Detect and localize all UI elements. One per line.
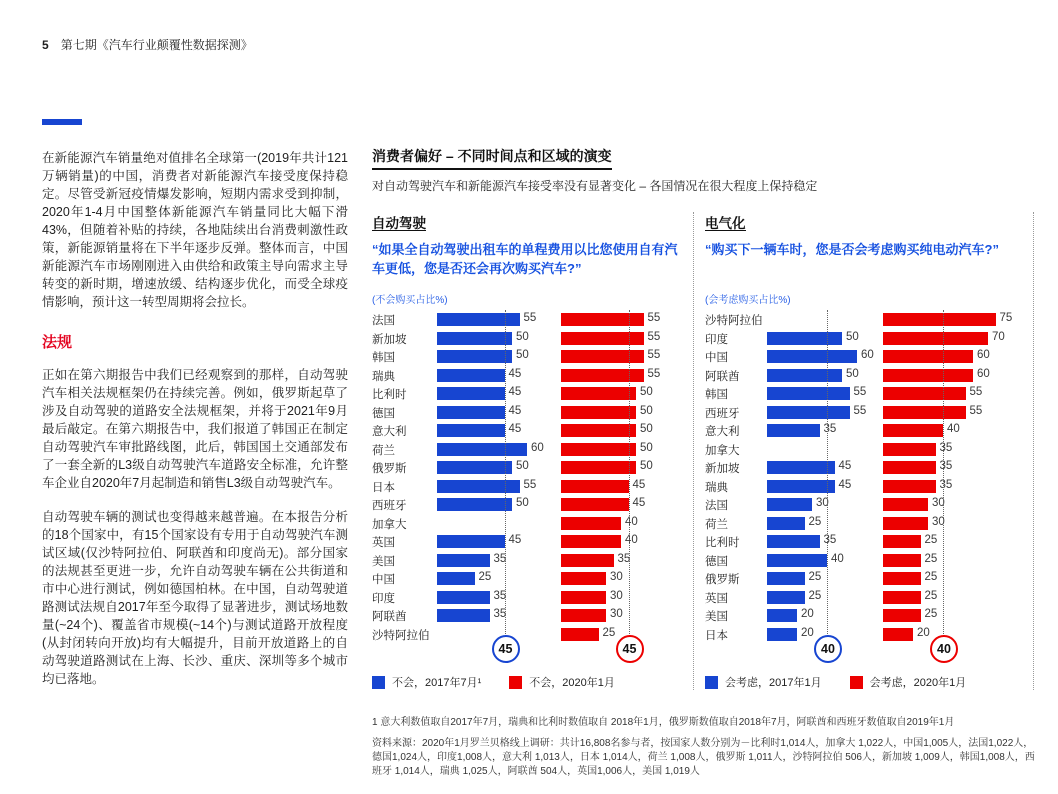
country-label: 新加坡 bbox=[372, 333, 407, 346]
bar-value: 55 bbox=[647, 349, 661, 361]
legend-item bbox=[509, 674, 615, 690]
chart-question: “购买下一辆车时，您是否会考虑购买纯电动汽车?” bbox=[705, 242, 999, 257]
bar-2020 bbox=[883, 332, 988, 345]
source-note: 资料来源：2020年1月罗兰贝格线上调研：共计16,808名参与者，按国家人数分别为－比利时1,014人，加拿大 1,022人，中国1,005人，法国1,022人，德国1,024人，印度1,008人，意大利 1,013人，日本 1,014人，荷兰 1,008人，俄罗斯 1,011人，沙特阿拉伯 506人，新加坡 1,009人，韩国1,008人，西班牙 1,014人，瑞典 1,025人，阿联酋 504人，英国1,006人，美国 1,019人 bbox=[372, 738, 1035, 777]
chart-row bbox=[705, 606, 1033, 625]
bar-value: 55 bbox=[523, 312, 537, 324]
chart-row bbox=[705, 421, 1033, 440]
country-label: 新加坡 bbox=[705, 463, 740, 475]
legend-label: 不会，2020年1月 bbox=[529, 677, 615, 689]
bar-2020 bbox=[561, 572, 606, 585]
bar-2020 bbox=[561, 350, 644, 363]
chart-autonomous-driving bbox=[372, 212, 693, 690]
chart-row bbox=[705, 495, 1033, 514]
country-label: 荷兰 bbox=[372, 444, 395, 457]
bar-value: 30 bbox=[610, 589, 623, 602]
bar-2017 bbox=[767, 480, 835, 493]
bar-2020 bbox=[883, 406, 966, 419]
bar-2017 bbox=[437, 424, 505, 437]
chart-row bbox=[372, 606, 683, 625]
legend-swatch bbox=[850, 676, 863, 689]
bar-value: 30 bbox=[610, 608, 623, 620]
bar-2020 bbox=[883, 480, 936, 493]
bar-2017 bbox=[437, 480, 520, 493]
bar-2017 bbox=[437, 387, 505, 400]
bar-value: 55 bbox=[853, 404, 867, 417]
bar-value: 55 bbox=[647, 330, 661, 343]
bar-value: 50 bbox=[640, 423, 653, 435]
bar-2020 bbox=[561, 443, 636, 456]
bar-value: 50 bbox=[516, 460, 529, 472]
bar-value: 60 bbox=[977, 367, 990, 380]
chart-row bbox=[705, 366, 1033, 385]
country-label: 瑞典 bbox=[372, 370, 395, 383]
bar-2017 bbox=[437, 369, 505, 382]
chart-question: “如果全自动驾驶出租车的单程费用以比您使用自有汽车更低，您是否还会再次购买汽车?” bbox=[372, 242, 678, 276]
average-circle: 45 bbox=[616, 635, 644, 663]
country-label: 比利时 bbox=[705, 537, 740, 549]
chart-row bbox=[372, 329, 683, 348]
bar-value: 25 bbox=[924, 552, 938, 565]
country-label: 英国 bbox=[372, 537, 395, 549]
bar-value: 55 bbox=[647, 312, 661, 324]
bar-value: 50 bbox=[640, 441, 653, 454]
bar-2020 bbox=[883, 387, 966, 400]
bar-2017 bbox=[767, 461, 835, 474]
bar-2017 bbox=[437, 443, 527, 456]
bar-2020 bbox=[561, 424, 636, 437]
bar-value: 25 bbox=[924, 608, 938, 620]
bar-2020 bbox=[561, 387, 636, 400]
bar-2017 bbox=[437, 535, 505, 548]
bar-value: 40 bbox=[831, 552, 844, 565]
section-title: 消费者偏好 – 不同时间点和区域的演变 bbox=[372, 146, 612, 170]
bar-value: 35 bbox=[617, 552, 631, 565]
bar-value: 35 bbox=[493, 589, 507, 602]
chart-electrification bbox=[694, 212, 1033, 690]
left-text-column bbox=[42, 119, 348, 704]
chart-row bbox=[372, 532, 683, 551]
country-label: 荷兰 bbox=[705, 518, 728, 531]
legend-swatch bbox=[509, 676, 522, 689]
bar-2017 bbox=[437, 461, 512, 474]
bar-2020 bbox=[561, 406, 636, 419]
bar-value: 30 bbox=[932, 497, 945, 509]
chart-row bbox=[372, 403, 683, 422]
bar-value: 25 bbox=[808, 589, 822, 602]
chart-row bbox=[372, 477, 683, 496]
country-label: 英国 bbox=[705, 592, 728, 605]
country-label: 比利时 bbox=[372, 389, 407, 401]
chart-row bbox=[705, 458, 1033, 477]
chart-row bbox=[705, 588, 1033, 607]
bar-2017 bbox=[437, 406, 505, 419]
footnotes bbox=[372, 716, 1040, 779]
section-subtitle: 对自动驾驶汽车和新能源汽车接受率没有显著变化 – 各国情况在很大程度上保持稳定 bbox=[372, 179, 818, 193]
bar-value: 55 bbox=[647, 367, 661, 380]
bar-2017 bbox=[767, 498, 812, 511]
bar-2020 bbox=[883, 424, 943, 437]
chart-row bbox=[705, 514, 1033, 533]
bar-2020 bbox=[883, 517, 928, 530]
country-label: 中国 bbox=[372, 574, 395, 586]
bar-2017 bbox=[437, 498, 512, 511]
bar-value: 70 bbox=[992, 330, 1005, 343]
bar-2020 bbox=[561, 591, 606, 604]
regulation-paragraph-1: 正如在第六期报告中我们已经观察到的那样，自动驾驶汽车相关法规框架仍在持续完善。例如，俄罗斯起草了涉及自动驾驶的道路安全法规框架，并将于2021年9月最后敲定。在第六期报告中，我们报道了韩国正在制定自动驾驶汽车审批路线图，此后，韩国国土交通部发布了一套全新的L3级自动驾驶汽车道路安全标准，允许整车企业自2020年7月起制造和销售L3级自动驾驶汽车。 bbox=[42, 368, 348, 490]
bar-value: 50 bbox=[516, 349, 529, 361]
bar-value: 50 bbox=[640, 404, 653, 417]
country-label: 日本 bbox=[705, 629, 728, 642]
bar-2020 bbox=[561, 313, 644, 326]
bar-2020 bbox=[561, 517, 621, 530]
bar-2020 bbox=[883, 369, 973, 382]
chart-title: 自动驾驶 bbox=[372, 212, 426, 231]
chart-unit-note: (会考虑购买占比%) bbox=[705, 295, 791, 306]
bar-value: 25 bbox=[924, 589, 938, 602]
legend-swatch bbox=[705, 676, 718, 689]
bar-value: 50 bbox=[846, 330, 859, 343]
bar-value: 35 bbox=[493, 608, 507, 620]
chart-row bbox=[372, 495, 683, 514]
bar-2020 bbox=[883, 628, 913, 641]
bar-2020 bbox=[883, 572, 921, 585]
bar-2017 bbox=[437, 350, 512, 363]
bar-2017 bbox=[767, 554, 827, 567]
bar-value: 35 bbox=[493, 552, 507, 565]
bar-2020 bbox=[561, 498, 629, 511]
country-label: 西班牙 bbox=[372, 500, 407, 512]
bar-2020 bbox=[561, 535, 621, 548]
bar-value: 45 bbox=[508, 367, 522, 380]
bar-2017 bbox=[437, 591, 490, 604]
bar-value: 35 bbox=[939, 441, 953, 454]
country-label: 法国 bbox=[705, 500, 728, 512]
chart-row bbox=[372, 310, 683, 329]
accent-bar bbox=[42, 119, 82, 125]
bar-value: 20 bbox=[917, 626, 930, 639]
bar-2020 bbox=[883, 591, 921, 604]
chart-row bbox=[705, 477, 1033, 496]
bar-value: 60 bbox=[977, 349, 990, 361]
bar-value: 30 bbox=[610, 571, 623, 583]
chart-rows bbox=[372, 310, 683, 662]
country-label: 日本 bbox=[372, 481, 395, 494]
average-line bbox=[505, 310, 506, 640]
country-label: 中国 bbox=[705, 352, 728, 364]
bar-2017 bbox=[767, 628, 797, 641]
bar-2020 bbox=[561, 461, 636, 474]
bar-2017 bbox=[437, 554, 490, 567]
chart-row bbox=[372, 440, 683, 459]
chart-legend bbox=[372, 674, 683, 690]
country-label: 阿联酋 bbox=[705, 370, 740, 383]
bar-2020 bbox=[561, 332, 644, 345]
regulation-heading: 法规 bbox=[42, 334, 73, 351]
bar-value: 45 bbox=[632, 497, 646, 509]
legend-swatch bbox=[372, 676, 385, 689]
bar-value: 45 bbox=[508, 423, 522, 435]
bar-2017 bbox=[767, 517, 805, 530]
chart-row bbox=[705, 532, 1033, 551]
right-edge-divider bbox=[1033, 212, 1034, 690]
country-label: 阿联酋 bbox=[372, 611, 407, 623]
legend-label: 不会，2017年7月¹ bbox=[392, 677, 482, 689]
bar-2020 bbox=[883, 313, 996, 326]
legend-label: 会考虑，2017年1月 bbox=[725, 677, 822, 689]
bar-2017 bbox=[767, 387, 850, 400]
bar-value: 25 bbox=[478, 571, 492, 583]
chart-unit-note: (不会购买占比%) bbox=[372, 295, 448, 306]
intro-paragraph: 在新能源汽车销量绝对值排名全球第一(2019年共计121万辆销量)的中国，消费者对新能源汽车接受度保持稳定。尽管受新冠疫情爆发影响，短期内需求受到抑制，2020年1-4月中国整体新能源汽车销量同比大幅下滑43%，但随着补贴的持续，各地陆续出台消费刺激性政策，新能源销量将在下半年逐步反弹。整体而言，中国新能源汽车市场刚刚进入由供给和政策主导向需求主导转变的新时期，增速放缓、结构逐步优化，而受全球疫情影响，预计这一转型周期将会拉长。 bbox=[42, 151, 348, 309]
chart-row bbox=[705, 347, 1033, 366]
bar-value: 45 bbox=[838, 478, 852, 491]
bar-value: 50 bbox=[516, 497, 529, 509]
bar-2017 bbox=[437, 609, 490, 622]
bar-value: 30 bbox=[932, 515, 945, 528]
chart-row bbox=[705, 440, 1033, 459]
consumer-preference-section bbox=[372, 146, 1042, 786]
country-label: 意大利 bbox=[705, 426, 740, 438]
bar-2020 bbox=[883, 554, 921, 567]
bar-2017 bbox=[767, 332, 842, 345]
country-label: 韩国 bbox=[372, 352, 395, 364]
bar-2017 bbox=[767, 369, 842, 382]
bar-2017 bbox=[437, 313, 520, 326]
legend-item bbox=[705, 674, 822, 690]
country-label: 加拿大 bbox=[705, 444, 740, 457]
page-number: 5 bbox=[42, 38, 49, 52]
bar-value: 50 bbox=[640, 386, 653, 398]
bar-2020 bbox=[883, 461, 936, 474]
country-label: 韩国 bbox=[705, 389, 728, 401]
country-label: 印度 bbox=[705, 333, 728, 346]
chart-row bbox=[372, 588, 683, 607]
country-label: 西班牙 bbox=[705, 407, 740, 420]
bar-value: 45 bbox=[508, 404, 522, 417]
country-label: 沙特阿拉伯 bbox=[372, 629, 430, 642]
legend-item bbox=[850, 674, 967, 690]
bar-2017 bbox=[767, 609, 797, 622]
average-circle: 40 bbox=[930, 635, 958, 663]
chart-legend bbox=[705, 674, 1033, 690]
country-label: 意大利 bbox=[372, 426, 407, 438]
country-label: 美国 bbox=[372, 555, 395, 568]
bar-2020 bbox=[561, 369, 644, 382]
bar-2020 bbox=[561, 609, 606, 622]
chart-row bbox=[372, 551, 683, 570]
bar-2020 bbox=[561, 480, 629, 493]
country-label: 美国 bbox=[705, 611, 728, 623]
chart-row bbox=[372, 421, 683, 440]
bar-2017 bbox=[767, 572, 805, 585]
bar-2017 bbox=[437, 572, 475, 585]
bar-value: 40 bbox=[625, 534, 638, 546]
regulation-paragraph-2: 自动驾驶车辆的测试也变得越来越普遍。在本报告分析的18个国家中，有15个国家设有专用于自动驾驶汽车测试区域(仅沙特阿拉伯、阿联酋和印度尚无)。部分国家的法规甚至更进一步，允许自动驾驶车辆在公共街道和市中心进行测试，例如德国柏林。在中国，自动驾驶道路测试法规自2017年至今取得了显著进步，测试场地数量(~24个)、覆盖省市规模(~14个)与测试道路开放程度(从封闭转向开放)均有大幅提升，目前开放道路上的自动驾驶道路测试在上海、长沙、重庆、深圳等多个城市均已落地。 bbox=[42, 510, 348, 686]
country-label: 德国 bbox=[372, 407, 395, 420]
chart-row bbox=[705, 329, 1033, 348]
bar-2017 bbox=[767, 350, 857, 363]
average-circle: 40 bbox=[814, 635, 842, 663]
bar-2017 bbox=[437, 332, 512, 345]
bar-value: 25 bbox=[602, 626, 616, 639]
bar-2020 bbox=[883, 498, 928, 511]
chart-title: 电气化 bbox=[705, 212, 746, 231]
bar-value: 55 bbox=[969, 386, 983, 398]
bar-2020 bbox=[561, 554, 614, 567]
country-label: 德国 bbox=[705, 555, 728, 568]
average-line bbox=[943, 310, 944, 640]
bar-value: 55 bbox=[853, 386, 867, 398]
bar-2017 bbox=[767, 535, 820, 548]
bar-2020 bbox=[883, 535, 921, 548]
bar-value: 20 bbox=[801, 626, 814, 639]
country-label: 法国 bbox=[372, 315, 395, 327]
bar-value: 50 bbox=[640, 460, 653, 472]
bar-value: 20 bbox=[801, 608, 814, 620]
bar-2017 bbox=[767, 424, 820, 437]
country-label: 瑞典 bbox=[705, 481, 728, 494]
bar-2017 bbox=[767, 591, 805, 604]
bar-value: 25 bbox=[924, 534, 938, 546]
footnote-1: 1 意大利数值取自2017年7月，瑞典和比利时数值取自 2018年1月，俄罗斯数值取自2018年7月，阿联酋和西班牙数值取自2019年1月 bbox=[372, 717, 955, 728]
chart-row bbox=[705, 310, 1033, 329]
bar-value: 75 bbox=[999, 312, 1013, 324]
bar-value: 35 bbox=[823, 534, 837, 546]
page-header bbox=[42, 36, 253, 53]
country-label: 沙特阿拉伯 bbox=[705, 315, 763, 327]
chart-row bbox=[705, 551, 1033, 570]
country-label: 俄罗斯 bbox=[372, 463, 407, 475]
chart-row bbox=[705, 403, 1033, 422]
chart-row bbox=[705, 569, 1033, 588]
legend-item bbox=[372, 674, 481, 690]
bar-value: 50 bbox=[846, 367, 859, 380]
bar-2020 bbox=[883, 350, 973, 363]
chart-row bbox=[372, 569, 683, 588]
charts-container bbox=[372, 212, 1042, 690]
bar-value: 30 bbox=[816, 497, 829, 509]
country-label: 俄罗斯 bbox=[705, 574, 740, 586]
bar-value: 45 bbox=[508, 386, 522, 398]
bar-value: 40 bbox=[625, 515, 638, 528]
bar-value: 45 bbox=[838, 460, 852, 472]
chart-row bbox=[705, 384, 1033, 403]
bar-value: 35 bbox=[939, 460, 953, 472]
chart-row bbox=[705, 625, 1033, 644]
bar-2020 bbox=[883, 609, 921, 622]
chart-row bbox=[372, 458, 683, 477]
average-line bbox=[827, 310, 828, 640]
bar-value: 25 bbox=[808, 571, 822, 583]
bar-value: 50 bbox=[516, 330, 529, 343]
bar-2020 bbox=[883, 443, 936, 456]
bar-value: 45 bbox=[632, 478, 646, 491]
report-title: 第七期《汽车行业颠覆性数据探测》 bbox=[60, 38, 253, 52]
bar-value: 45 bbox=[508, 534, 522, 546]
average-line bbox=[629, 310, 630, 640]
bar-value: 25 bbox=[924, 571, 938, 583]
bar-2017 bbox=[767, 406, 850, 419]
bar-value: 60 bbox=[861, 349, 874, 361]
country-label: 印度 bbox=[372, 592, 395, 605]
chart-row bbox=[372, 514, 683, 533]
chart-row bbox=[372, 347, 683, 366]
bar-value: 35 bbox=[939, 478, 953, 491]
average-circle: 45 bbox=[492, 635, 520, 663]
chart-row bbox=[372, 384, 683, 403]
bar-value: 60 bbox=[531, 441, 544, 454]
legend-label: 会考虑，2020年1月 bbox=[869, 677, 967, 689]
chart-rows bbox=[705, 310, 1033, 662]
chart-row bbox=[372, 366, 683, 385]
bar-2020 bbox=[561, 628, 599, 641]
bar-value: 40 bbox=[947, 423, 960, 435]
bar-value: 55 bbox=[969, 404, 983, 417]
bar-value: 25 bbox=[808, 515, 822, 528]
bar-value: 35 bbox=[823, 423, 837, 435]
country-label: 加拿大 bbox=[372, 518, 407, 531]
bar-value: 55 bbox=[523, 478, 537, 491]
